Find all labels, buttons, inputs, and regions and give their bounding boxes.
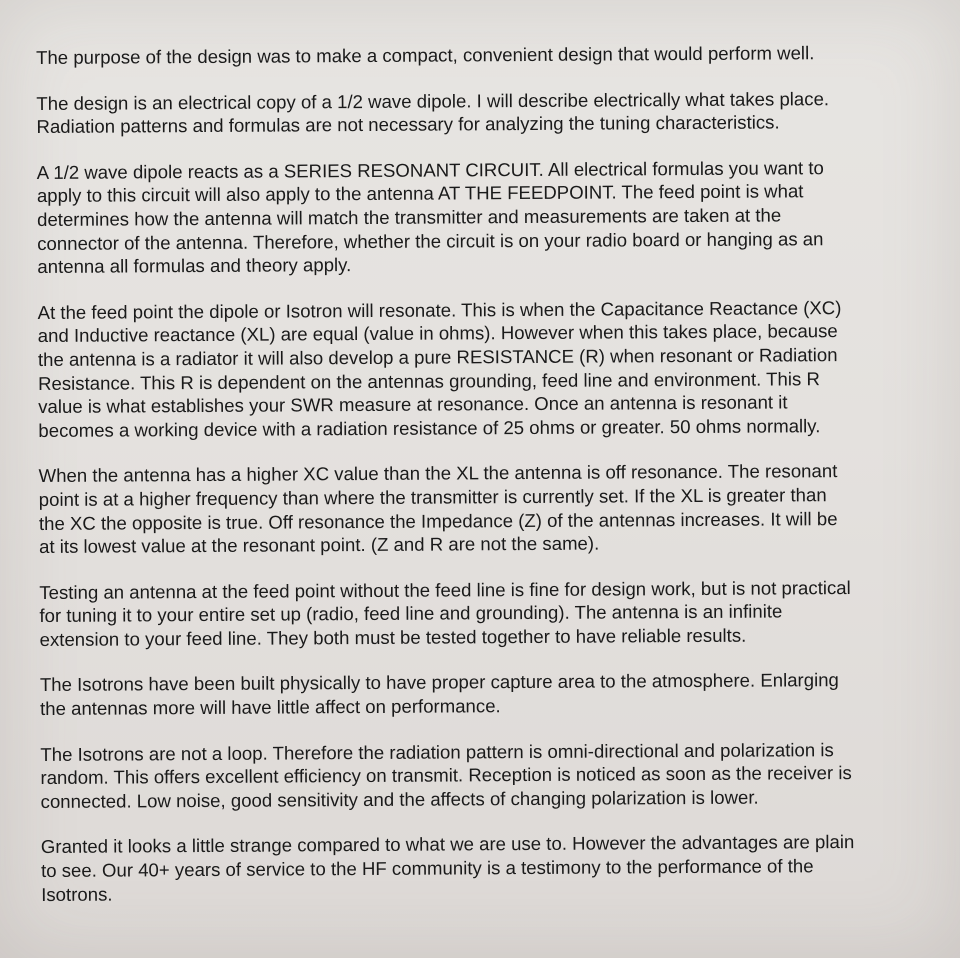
text-line: connected. Low noise, good sensitivity and the affects of changing polarization is lower. xyxy=(40,786,759,812)
text-line: at its lowest value at the resonant point. (Z and R are not the same). xyxy=(38,532,600,558)
paragraph-series-resonant xyxy=(37,155,934,278)
text-line: The purpose of the design was to make a compact, convenient design that would perform well. xyxy=(36,42,815,68)
text-line: Isotrons. xyxy=(41,883,113,905)
text-line: Testing an antenna at the feed point without the feed line is fine for design work, but is not practical xyxy=(39,576,851,603)
text-line: and Inductive reactance (XL) are equal (value in ohms). However when this takes place, because xyxy=(37,320,838,347)
text-line: Granted it looks a little strange compared to what we are use to. However the advantages are plain xyxy=(40,831,855,858)
text-line: The design is an electrical copy of a 1/2 wave dipole. I will describe electrically what takes place. xyxy=(36,87,830,114)
text-line: the antenna is a radiator it will also develop a pure RESISTANCE (R) when resonant or Radiation xyxy=(37,344,838,370)
text-line: A 1/2 wave dipole reacts as a SERIES RESONANT CIRCUIT. All electrical formulas you want to xyxy=(36,156,824,183)
text-line: When the antenna has a higher XC value than the XL the antenna is off resonance. The resonant xyxy=(38,460,838,487)
text-line: The Isotrons are not a loop. Therefore the radiation pattern is omni-directional and polarization is xyxy=(40,738,834,765)
paragraph-purpose xyxy=(36,41,932,70)
text-line: At the feed point the dipole or Isotron will resonate. This is when the Capacitance Reactance (XC) xyxy=(37,296,842,323)
text-line: Resistance. This R is dependent on the antennas grounding, feed line and environment. This R xyxy=(37,367,820,394)
document-body xyxy=(36,41,937,929)
text-line: the XC the opposite is true. Off resonance the Impedance (Z) of the antennas increases. It will be xyxy=(38,507,838,534)
paragraph-capture-area xyxy=(40,668,936,721)
paragraph-not-a-loop xyxy=(40,737,936,813)
text-line: connector of the antenna. Therefore, whether the circuit is on your radio board or hanging as an xyxy=(37,227,824,254)
paragraph-closing xyxy=(41,830,937,906)
text-line: apply to this circuit will also apply to the antenna AT THE FEEDPOINT. The feed point is what xyxy=(36,180,804,207)
text-line: determines how the antenna will match the transmitter and measurements are taken at the xyxy=(36,204,782,230)
paragraph-off-resonance xyxy=(39,459,936,559)
text-line: antenna all formulas and theory apply. xyxy=(37,254,352,278)
text-line: Radiation patterns and formulas are not necessary for analyzing the tuning characteristics. xyxy=(36,111,780,138)
text-line: to see. Our 40+ years of service to the HF community is a testimony to the performance of the xyxy=(40,855,814,882)
text-line: becomes a working device with a radiation resistance of 25 ohms or greater. 50 ohms normally. xyxy=(38,414,821,441)
text-line: extension to your feed line. They both must be tested together to have reliable results. xyxy=(39,624,747,650)
paragraph-testing xyxy=(39,575,935,651)
text-line: the antennas more will have little affect on performance. xyxy=(39,695,501,720)
text-line: random. This offers excellent efficiency on transmit. Reception is noticed as soon as the receiver is xyxy=(40,762,852,789)
text-line: value is what establishes your SWR measure at resonance. Once an antenna is resonant it xyxy=(38,391,788,418)
paragraph-design-copy xyxy=(36,86,932,139)
paragraph-feed-point xyxy=(38,295,935,442)
text-line: for tuning it to your entire set up (radio, feed line and grounding). The antenna is an infinite xyxy=(39,600,783,627)
text-line: point is at a higher frequency than where the transmitter is currently set. If the XL is greater than xyxy=(38,484,827,510)
text-line: The Isotrons have been built physically to have proper capture area to the atmosphere. Enlarging xyxy=(39,669,839,696)
